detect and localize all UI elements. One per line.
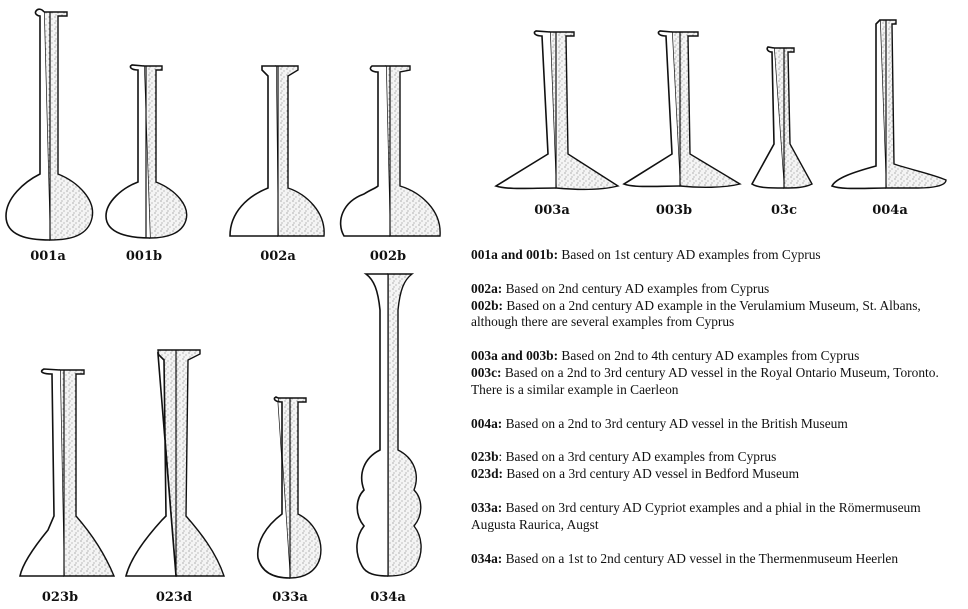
note-line: 023b: Based on a 3rd century AD examples from Cyprus [471, 449, 777, 465]
note-line: 003a and 003b: Based on 2nd to 4th century AD examples from Cyprus [471, 348, 860, 364]
vessel-001b-drawing [100, 62, 200, 242]
note-033 [471, 500, 961, 534]
vessel-023d-drawing [122, 346, 228, 582]
vessel-label: 003a [534, 203, 570, 218]
vessel-notes [471, 247, 961, 584]
vessel-label: 002b [369, 249, 407, 264]
vessel-label: 003b [655, 203, 693, 218]
note-line: 004a: Based on a 2nd to 3rd century AD vessel in the British Museum [471, 415, 848, 431]
vessel-001a-drawing [0, 4, 100, 244]
note-line: 001a and 001b: Based on 1st century AD examples from Cyprus [471, 247, 821, 262]
vessel-023b-drawing [14, 366, 118, 582]
vessel-label: 023d [155, 590, 193, 605]
vessel-label: 001a [30, 249, 66, 264]
note-004 [471, 416, 961, 433]
note-002 [471, 281, 961, 331]
note-023 [471, 449, 961, 483]
note-line: 033a: Based on 3rd century AD Cypriot examples and a phial in the Römermuseum Augusta Raurica, Augst [471, 499, 921, 532]
vessel-003a-drawing [492, 28, 622, 194]
vessel-002a-drawing [226, 62, 330, 242]
vessel-034a-drawing [350, 270, 426, 582]
vessel-label: 023b [41, 590, 79, 605]
vessel-label: 001b [125, 249, 163, 264]
note-003 [471, 348, 961, 398]
note-034 [471, 551, 961, 568]
note-line: 023d: Based on a 3rd century AD vessel in Bedford Museum [471, 466, 800, 482]
vessel-004a-drawing [828, 16, 952, 194]
vessel-033a-drawing [254, 394, 326, 582]
vessel-003b-drawing [620, 28, 744, 194]
vessel-label: 033a [272, 590, 308, 605]
vessel-label: 034a [370, 590, 406, 605]
note-line: 002b: Based on a 2nd century AD example in the Verulamium Museum, St. Albans, although there are several examples from Cyprus [471, 297, 921, 330]
note-line: 034a: Based on a 1st to 2nd century AD vessel in the Thermenmuseum Heerlen [471, 550, 899, 566]
vessel-03c-drawing [748, 44, 824, 194]
vessel-label: 002a [260, 249, 296, 264]
note-line: 002a: Based on 2nd century AD examples from Cyprus [471, 280, 770, 296]
vessel-002b-drawing [334, 62, 444, 242]
vessel-label: 03c [770, 203, 797, 218]
vessel-label: 004a [872, 203, 908, 218]
note-001 [471, 247, 961, 264]
note-line: 003c: Based on a 2nd to 3rd century AD vessel in the Royal Ontario Museum, Toronto. There is a similar example in Caerleon [471, 364, 939, 397]
